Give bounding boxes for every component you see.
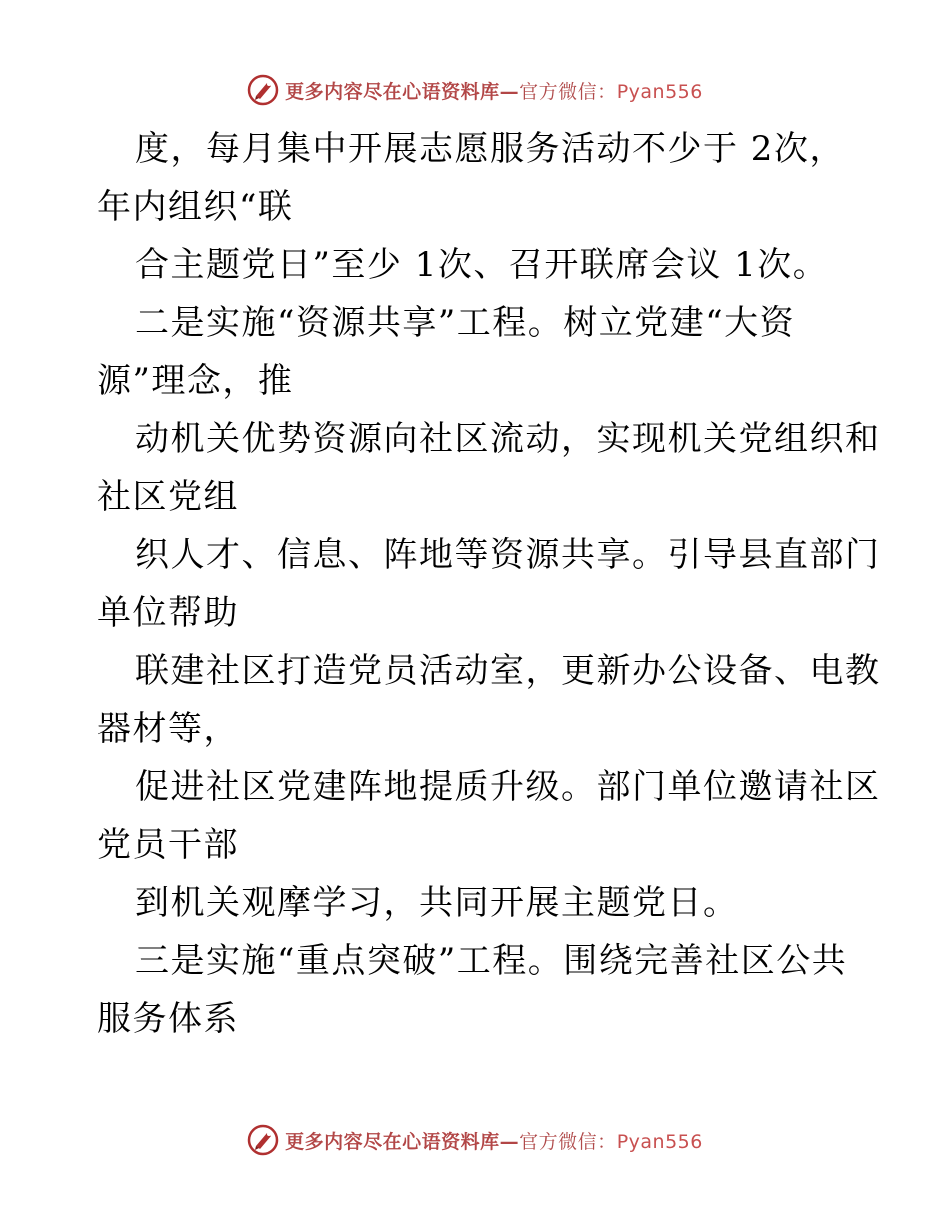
text-line: 联建社区打造党员活动室，更新办公设备、电教 (135, 651, 881, 691)
text-line: 二是实施“资源共享”工程。树立党建“大资 (135, 303, 796, 343)
text-line: 服务体系 (97, 999, 239, 1039)
text-line: 合主题党日”至少 1次、召开联席会议 1次。 (135, 245, 829, 285)
text-line: 社区党组 (97, 477, 239, 517)
watermark-text (285, 1127, 703, 1154)
text-line: 到机关观摩学习，共同开展主题党日。 (135, 883, 739, 923)
text-line: 三是实施“重点突破”工程。围绕完善社区公共 (135, 941, 848, 981)
text-line: 促进社区党建阵地提质升级。部门单位邀请社区 (135, 767, 881, 807)
watermark-wechat-id: Pyan556 (616, 1130, 703, 1153)
text-line: 单位帮助 (97, 593, 239, 633)
pen-logo-icon (247, 1124, 279, 1156)
text-line: 织人才、信息、阵地等资源共享。引导县直部门 (135, 535, 881, 575)
footer-watermark (0, 1120, 950, 1160)
text-line: 源”理念，推 (97, 361, 294, 401)
text-line: 器材等， (97, 709, 239, 749)
document-body (97, 120, 881, 1048)
watermark-wechat-label: 官方微信： (519, 1130, 617, 1153)
pen-logo-icon (247, 74, 279, 106)
watermark-wechat-id: Pyan556 (616, 80, 703, 103)
watermark-site: 更多内容尽在心语资料库— (285, 80, 520, 103)
text-line: 度，每月集中开展志愿服务活动不少于 2次， (135, 129, 845, 169)
watermark-wechat-label: 官方微信： (519, 80, 617, 103)
text-line: 党员干部 (97, 825, 239, 865)
header-watermark (0, 70, 950, 110)
text-line: 动机关优势资源向社区流动，实现机关党组织和 (135, 419, 881, 459)
text-line: 年内组织“联 (97, 187, 294, 227)
watermark-site: 更多内容尽在心语资料库— (285, 1130, 520, 1153)
watermark-text (285, 77, 703, 104)
